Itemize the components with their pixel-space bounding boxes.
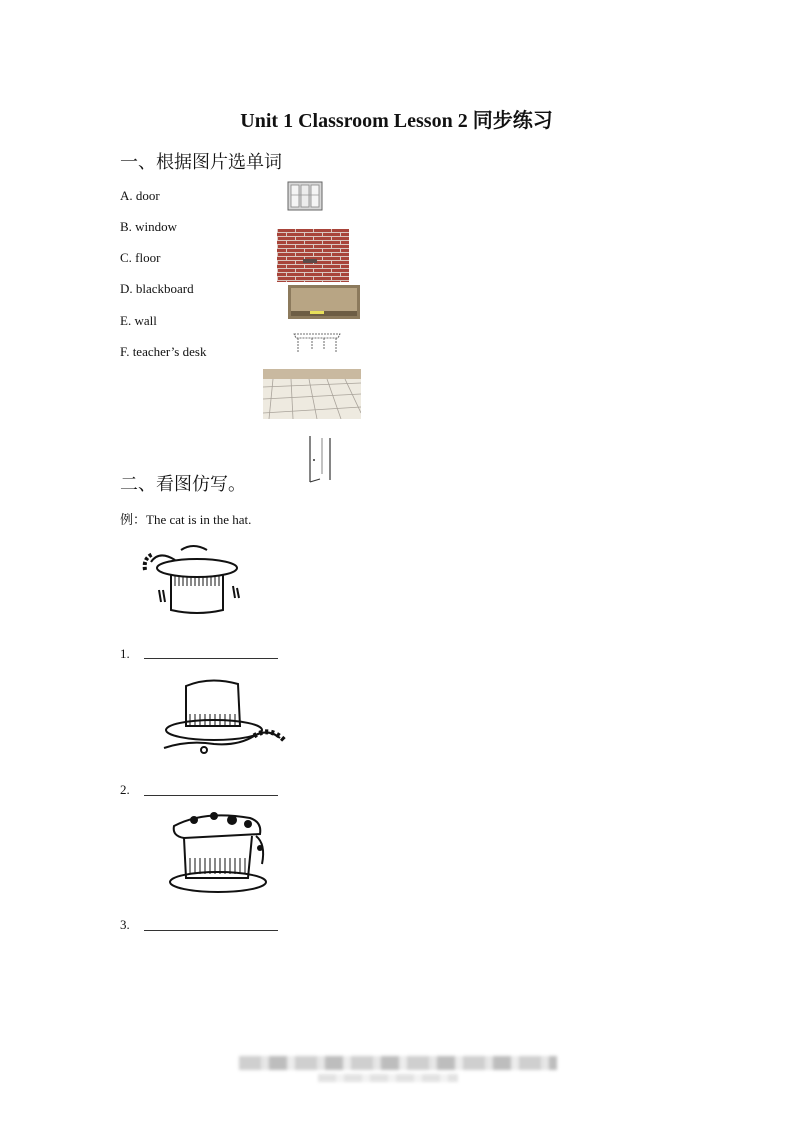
teachers-desk-photo — [292, 328, 342, 356]
option-a: A. door — [120, 188, 160, 203]
option-e: E. wall — [120, 313, 157, 328]
question-2-answer-line[interactable] — [144, 795, 278, 796]
section-2-heading: 二、看图仿写。 — [120, 474, 246, 494]
cat-on-hat-drawing — [164, 808, 274, 898]
window-photo — [287, 180, 323, 212]
blackboard-photo — [288, 285, 360, 319]
option-f: F. teacher’s desk — [120, 344, 207, 359]
question-3-answer-line[interactable] — [144, 930, 278, 931]
option-b: B. window — [120, 219, 178, 234]
option-d: D. blackboard — [120, 281, 194, 296]
section-1-heading: 一、根据图片选单词 — [120, 152, 282, 172]
question-2-number: 2. — [120, 782, 130, 797]
cat-in-hat-drawing — [137, 540, 243, 616]
door-photo — [306, 434, 336, 484]
cat-under-hat-drawing — [158, 674, 288, 760]
example-sentence: 例：The cat is in the hat. — [120, 512, 252, 527]
brick-wall-photo — [277, 229, 349, 282]
question-3-number: 3. — [120, 917, 130, 932]
option-c: C. floor — [120, 250, 161, 265]
blurred-footer-sub — [318, 1074, 458, 1082]
page-title: Unit 1 Classroom Lesson 2 同步练习 — [240, 110, 553, 132]
question-1-number: 1. — [120, 646, 130, 661]
blurred-footer — [239, 1056, 557, 1070]
question-1-answer-line[interactable] — [144, 658, 278, 659]
floor-photo — [263, 369, 361, 419]
